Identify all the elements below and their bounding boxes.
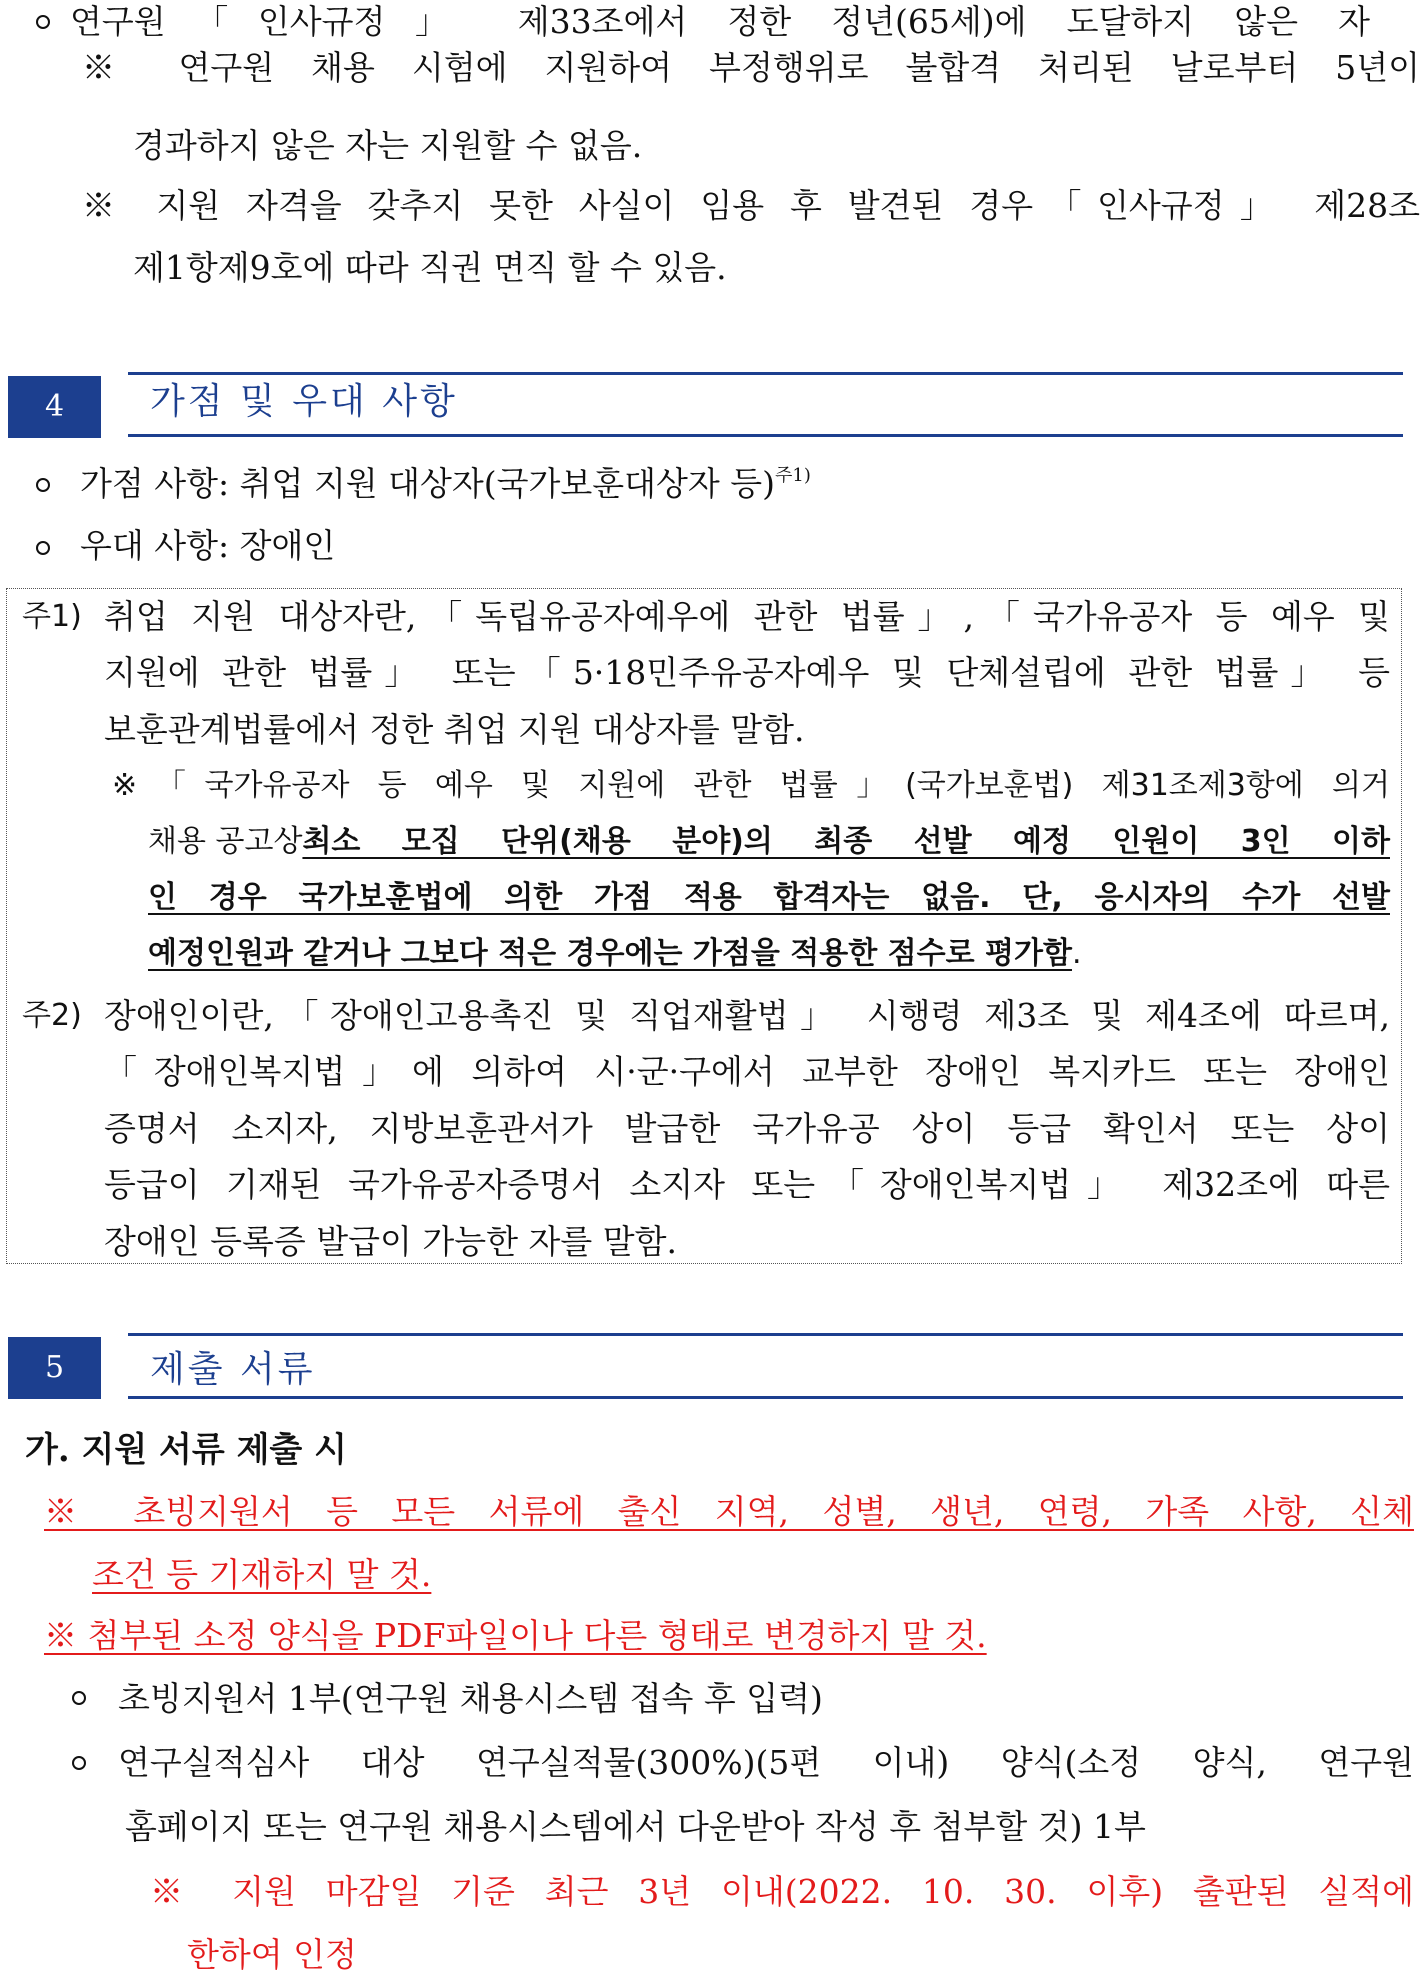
section-4-top-rule xyxy=(128,372,1403,375)
footnote-2-line-3: 증명서 소지자, 지방보훈관서가 발급한 국가유공 상이 등급 확인서 또는 상이 xyxy=(104,1109,1390,1148)
document-item-1: 초빙지원서 1부(연구원 채용시스템 접속 후 입력) xyxy=(118,1679,823,1718)
eligibility-note-2-line-1: ※ 지원 자격을 갖추지 못한 사실이 임용 후 발견된 경우「인사규정」 제28조 xyxy=(82,186,1420,225)
warning-1-line-1: ※ 초빙지원서 등 모든 서류에 출신 지역, 성별, 생년, 연령, 가족 사항, 신체 xyxy=(44,1492,1414,1531)
section-5-subheading: 가. 지원 서류 제출 시 xyxy=(25,1430,347,1470)
footnote-1-note-plain: 채용 공고상 xyxy=(148,824,303,859)
footnote-ref-1: 주1) xyxy=(775,465,811,486)
section-5-title: 제출 서류 xyxy=(150,1349,316,1390)
footnote-1-note-line-1: ※「국가유공자 등 예우 및 지원에 관한 법률」(국가보훈법) 제31조제3항에 의거 xyxy=(112,768,1390,803)
section-5-number-box: 5 xyxy=(8,1337,101,1399)
eligibility-retirement-line: 연구원「인사규정」 제33조에서 정한 정년(65세)에 도달하지 않은 자 xyxy=(70,2,1370,41)
bullet-circle-icon xyxy=(72,1691,86,1705)
section-5-top-rule xyxy=(128,1333,1403,1336)
footnote-1-note-line-4 xyxy=(148,932,1082,976)
footnote-1-note-period: . xyxy=(1071,936,1082,971)
document-note-line-2: 한하여 인정 xyxy=(187,1935,357,1974)
document-item-2-line-2: 홈페이지 또는 연구원 채용시스템에서 다운받아 작성 후 첨부할 것) 1부 xyxy=(125,1807,1146,1846)
document-item-2-line-1: 연구실적심사 대상 연구실적물(300%)(5편 이내) 양식(소정 양식, 연구원 xyxy=(118,1743,1414,1782)
eligibility-note-1-line-1: ※ 연구원 채용 시험에 지원하여 부정행위로 불합격 처리된 날로부터 5년이 xyxy=(82,48,1420,87)
footnote-2-line-1: 장애인이란,「장애인고용촉진 및 직업재활법」 시행령 제3조 및 제4조에 따르며, xyxy=(104,996,1390,1035)
footnote-1-line-1: 취업 지원 대상자란,「독립유공자예우에 관한 법률」,「국가유공자 등 예우 및 xyxy=(104,597,1390,636)
bullet-circle-icon xyxy=(36,15,50,29)
eligibility-note-2-line-2: 제1항제9호에 따라 직권 면직 할 수 있음. xyxy=(133,248,727,287)
bullet-circle-icon xyxy=(72,1756,86,1770)
document-note-line-1: ※ 지원 마감일 기준 최근 3년 이내(2022. 10. 30. 이후) 출판된 실적에 xyxy=(150,1872,1414,1911)
footnote-2-line-5: 장애인 등록증 발급이 가능한 자를 말함. xyxy=(104,1222,677,1261)
bullet-circle-icon xyxy=(36,478,50,492)
footnote-2-line-4: 등급이 기재된 국가유공자증명서 소지자 또는「장애인복지법」 제32조에 따른 xyxy=(104,1165,1390,1204)
footnote-1-note-emphasis: 최소 모집 단위(채용 분야)의 최종 선발 예정 인원이 3인 이하 xyxy=(302,824,1390,859)
eligibility-note-1-line-2: 경과하지 않은 자는 지원할 수 없음. xyxy=(133,126,643,165)
warning-2: ※ 첨부된 소정 양식을 PDF파일이나 다른 형태로 변경하지 말 것. xyxy=(44,1616,987,1655)
preference-item: 우대 사항: 장애인 xyxy=(80,526,336,565)
section-5-bottom-rule xyxy=(128,1396,1403,1399)
section-4-bottom-rule xyxy=(128,434,1403,437)
footnote-2-label: 주2) xyxy=(22,998,82,1033)
footnote-1-line-3: 보훈관계법률에서 정한 취업 지원 대상자를 말함. xyxy=(104,710,805,749)
footnote-1-label: 주1) xyxy=(22,599,82,634)
footnote-1-note-line-2 xyxy=(148,820,1390,864)
footnote-1-note-line-4-text: 예정인원과 같거나 그보다 적은 경우에는 가점을 적용한 점수로 평가함 xyxy=(148,936,1072,971)
section-4-title: 가점 및 우대 사항 xyxy=(150,381,458,422)
bonus-points-text: 가점 사항: 취업 지원 대상자(국가보훈대상자 등) xyxy=(80,464,775,503)
section-4-number-box: 4 xyxy=(8,376,101,438)
footnote-1-note-line-3: 인 경우 국가보훈법에 의한 가점 적용 합격자는 없음. 단, 응시자의 수가 선발 xyxy=(148,880,1390,915)
footnote-1-line-2: 지원에 관한 법률」 또는「5·18민주유공자예우 및 단체설립에 관한 법률」 등 xyxy=(104,653,1390,692)
bullet-circle-icon xyxy=(36,541,50,555)
warning-1-line-2: 조건 등 기재하지 말 것. xyxy=(92,1555,432,1594)
footnote-2-line-2: 「장애인복지법」에 의하여 시·군·구에서 교부한 장애인 복지카드 또는 장애인 xyxy=(104,1052,1390,1091)
bonus-points-item xyxy=(80,462,811,512)
